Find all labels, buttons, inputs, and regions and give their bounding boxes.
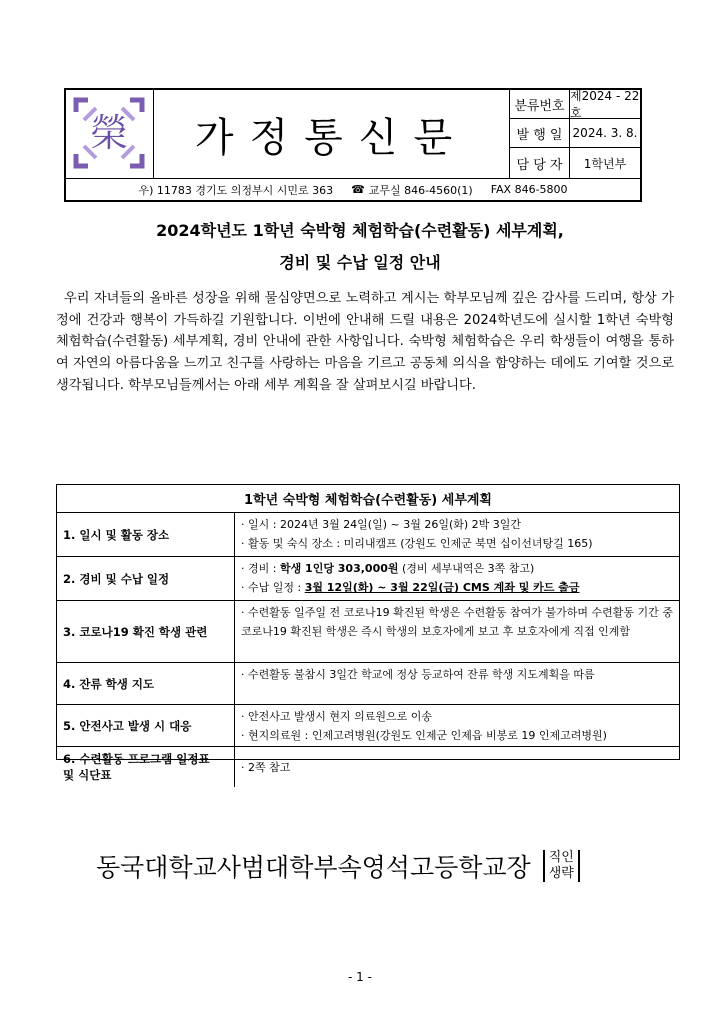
payment-period: 3월 12일(화) ~ 3월 22일(금) CMS 계좌 및 카드 출금 (304, 581, 580, 594)
table-row (57, 705, 679, 747)
row-content (235, 557, 679, 600)
cost-prefix: 경비 : (248, 562, 280, 575)
signature (96, 848, 580, 884)
plan-table (56, 484, 680, 782)
payment-prefix: 수납 일정 : (248, 581, 305, 594)
notice-title: 가정통신문 (154, 90, 510, 178)
meta-key: 발 행 일 (510, 119, 570, 147)
body-paragraph: 우리 자녀들의 올바른 성장을 위해 물심양면으로 노력하고 계시는 학부모님께 깊은 감사를 드리며, 항상 가정에 건강과 행복이 가득하길 기원합니다. 이번에 안내해 드릴 내용은 2024학년도에 실시할 1학년 숙박형 체험학습(수련활동) 세부계획, 경비 안내에 관한 사항입니다. 숙박형 체험학습은 우리 학생들이 여행을 통하여 자연의 아름다움을 느끼고 친구를 사랑하는 마음을 기르고 공동체 의식을 함양하는 데에도 기여할 것으로 생각됩니다. 학부모님들께서는 아래 세부 계획을 잘 살펴보시길 바랍니다. (56, 291, 674, 393)
row-label: 3. 코로나19 확진 학생 관련 (57, 601, 235, 662)
plan-table-title: 1학년 숙박형 체험학습(수련활동) 세부계획 (57, 485, 679, 513)
notice-header (64, 88, 642, 202)
school-logo-icon (66, 90, 152, 176)
row-content (235, 747, 679, 787)
meta-row-person-in-charge (510, 148, 640, 178)
meta-value: 2024. 3. 8. (572, 126, 638, 140)
logo-glyph: 榮 (89, 111, 129, 155)
row-content (235, 663, 679, 704)
row-line: · 일시 : 2024년 3월 24일(일) ~ 3월 26일(화) 2박 3일간 (241, 515, 673, 534)
row-line: · 활동 및 숙식 장소 : 미리내캠프 (강원도 인제군 북면 십이선녀탕길 165) (241, 534, 673, 553)
row-line: · 2쪽 참고 (241, 758, 290, 777)
table-row (57, 747, 679, 787)
row-line: · 안전사고 발생시 현지 의료원으로 이송 (241, 707, 673, 726)
payment-line (241, 578, 673, 597)
row-content (235, 705, 679, 746)
meta-key: 분류번호 (510, 90, 570, 118)
table-row (57, 601, 679, 663)
meta-key: 담 당 자 (510, 148, 570, 178)
headline-line-1: 2024학년도 1학년 숙박형 체험학습(수련활동) 세부계획, (156, 221, 564, 240)
row-content (235, 601, 679, 662)
seal-line-2: 생략 (548, 866, 574, 881)
row-line: · 수련활동 일주일 전 코로나19 확진된 학생은 수련활동 참여가 불가하며 수련활동 기간 중 코로나19 확진된 학생은 즉시 학생의 보호자에게 보고 후 보호자에게 직접 인계함 (241, 603, 673, 641)
fax-text: FAX 846-5800 (490, 183, 568, 196)
meta-row-issue-date (510, 119, 640, 148)
seal-omitted (543, 850, 580, 882)
meta-value: 제2024 - 22호 (570, 89, 640, 120)
address-bar (66, 178, 640, 200)
cost-line (241, 559, 673, 578)
table-row (57, 513, 679, 557)
school-logo (66, 90, 154, 178)
row-label: 1. 일시 및 활동 장소 (57, 513, 235, 556)
page-number: - 1 - (348, 970, 372, 984)
seal-line-1: 직인 (548, 850, 574, 865)
address-text: 우) 11783 경기도 의정부시 시민로 363 (138, 183, 334, 197)
row-content (235, 513, 679, 556)
row-label: 5. 안전사고 발생 시 대응 (57, 705, 235, 746)
principal-name: 동국대학교사범대학부속영석고등학교장 (96, 853, 531, 882)
row-label: 4. 잔류 학생 지도 (57, 663, 235, 704)
meta-row-class-number (510, 90, 640, 119)
phone-icon: ☎ (351, 183, 365, 196)
phone-text: 교무실 846-4560(1) (368, 183, 473, 197)
cost-suffix: (경비 세부내역은 3쪽 참고) (398, 562, 535, 575)
meta-table (510, 90, 640, 178)
table-row (57, 557, 679, 601)
headline-line-2: 경비 및 수납 일정 안내 (279, 253, 441, 272)
row-label: 2. 경비 및 수납 일정 (57, 557, 235, 600)
cost-amount: 학생 1인당 303,000원 (279, 562, 399, 575)
meta-value: 1학년부 (583, 156, 627, 171)
row-line: · 수련활동 불참시 3일간 학교에 정상 등교하여 잔류 학생 지도계획을 따름 (241, 665, 673, 684)
table-row (57, 663, 679, 705)
row-label: 6. 수련활동 프로그램 일정표 및 식단표 (57, 747, 235, 787)
row-line: · 현지의료원 : 인제고려병원(강원도 인제군 인제읍 비봉로 19 인제고려병원) (241, 726, 673, 745)
